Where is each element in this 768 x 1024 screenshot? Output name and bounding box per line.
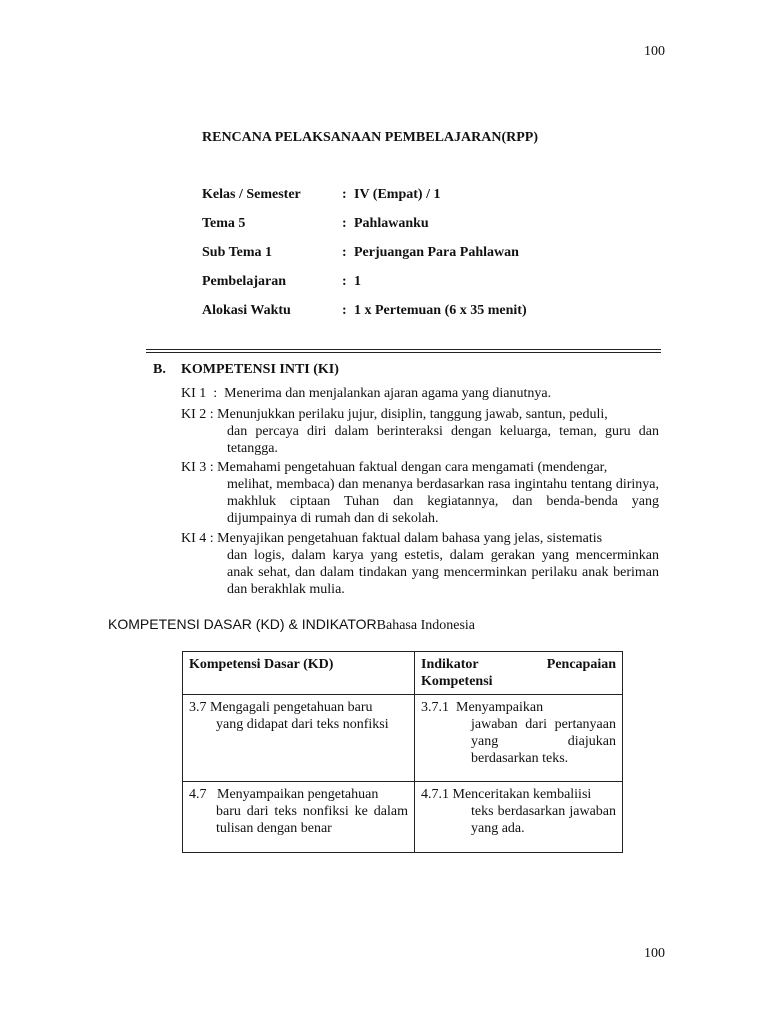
ki-text-continued: melihat, membaca) dan menanya berdasarkan rasa ingintahu tentang dirinya, makhluk ciptaan Tuhan dan kegiatannya, dan benda-benda yang dijumpainya di rumah dan di sekolah. <box>227 477 659 526</box>
table-header-row <box>183 652 623 695</box>
info-colon: : <box>342 274 347 289</box>
ki-prefix: KI 2 : <box>181 407 218 422</box>
kd-cell <box>183 695 415 782</box>
ki-prefix: KI 1 : <box>181 386 225 401</box>
indikator-number: 4.7.1 <box>421 787 449 802</box>
ki-text-continued: dan percaya diri dalam berinteraksi dengan keluarga, teman, guru dan tetangga. <box>227 424 659 456</box>
table-header-kd: Kompetensi Dasar (KD) <box>183 652 415 695</box>
ki-text: Menerima dan menjalankan ajaran agama yang dianutnya. <box>224 386 552 401</box>
table-row <box>183 782 623 853</box>
info-value: Perjuangan Para Pahlawan <box>354 245 519 260</box>
info-value: 1 x Pertemuan (6 x 35 menit) <box>354 303 527 318</box>
kd-table <box>182 651 623 853</box>
indikator-text: Menceritakan kembaliisi <box>452 787 592 802</box>
kd-text: Mengagali pengetahuan baru <box>210 700 373 715</box>
info-label: Alokasi Waktu <box>202 303 291 318</box>
header-word: Indikator <box>421 657 479 672</box>
kd-text-continued: baru dari teks nonfiksi ke dalam tulisan dengan benar <box>216 804 408 836</box>
ki-text: Menunjukkan perilaku jujur, disiplin, tanggung jawab, santun, peduli, <box>217 407 608 422</box>
indikator-text: Menyampaikan <box>456 700 544 715</box>
section-letter: B. <box>153 362 166 377</box>
ki-prefix: KI 4 : <box>181 531 218 546</box>
ki-item <box>181 385 659 402</box>
kd-heading <box>108 616 475 634</box>
ki-text: Memahami pengetahuan faktual dengan cara mengamati (mendengar, <box>217 460 608 475</box>
indikator-cell <box>415 695 623 782</box>
indikator-header-line <box>421 656 616 673</box>
ki-prefix: KI 3 : <box>181 460 218 475</box>
kd-heading-subject: Bahasa Indonesia <box>376 618 475 633</box>
page-number-top: 100 <box>644 44 665 59</box>
info-colon: : <box>342 303 347 318</box>
kd-heading-main: KOMPETENSI DASAR (KD) & INDIKATOR <box>108 616 377 632</box>
kd-cell <box>183 782 415 853</box>
ki-text-continued: dan logis, dalam karya yang estetis, dalam gerakan yang mencerminkan anak sehat, dan dalam tindakan yang mencerminkan perilaku anak beriman dan berakhlak mulia. <box>227 548 659 597</box>
indikator-cell <box>415 782 623 853</box>
page-number-bottom: 100 <box>644 946 665 961</box>
info-colon: : <box>342 187 347 202</box>
info-label: Pembelajaran <box>202 274 286 289</box>
table-row <box>183 695 623 782</box>
indikator-text-continued: jawaban dari pertanyaan yang diajukan berdasarkan teks. <box>471 717 616 766</box>
document-title: RENCANA PELAKSANAAN PEMBELAJARAN(RPP) <box>202 130 538 145</box>
info-label: Sub Tema 1 <box>202 245 273 260</box>
kd-text: Menyampaikan pengetahuan <box>217 787 379 802</box>
info-value: Pahlawanku <box>354 216 429 231</box>
info-label: Tema 5 <box>202 216 246 231</box>
section-title: KOMPETENSI INTI (KI) <box>181 362 339 377</box>
header-word: Pencapaian <box>546 657 616 672</box>
ki-item <box>181 406 659 457</box>
indikator-number: 3.7.1 <box>421 700 449 715</box>
double-rule-bottom <box>146 352 661 353</box>
info-label: Kelas / Semester <box>202 187 301 202</box>
double-rule-top <box>146 349 661 350</box>
info-colon: : <box>342 216 347 231</box>
info-value: IV (Empat) / 1 <box>354 187 441 202</box>
indikator-text-continued: teks berdasarkan jawaban yang ada. <box>471 804 616 836</box>
table-header-indikator <box>415 652 623 695</box>
header-word: Kompetensi <box>421 674 493 689</box>
ki-item <box>181 530 659 598</box>
kd-number: 3.7 <box>189 700 207 715</box>
ki-item <box>181 459 659 527</box>
kd-number: 4.7 <box>189 787 207 802</box>
info-colon: : <box>342 245 347 260</box>
info-value: 1 <box>354 274 361 289</box>
kd-text-continued: yang didapat dari teks nonfiksi <box>216 717 389 732</box>
ki-text: Menyajikan pengetahuan faktual dalam bahasa yang jelas, sistematis <box>217 531 603 546</box>
